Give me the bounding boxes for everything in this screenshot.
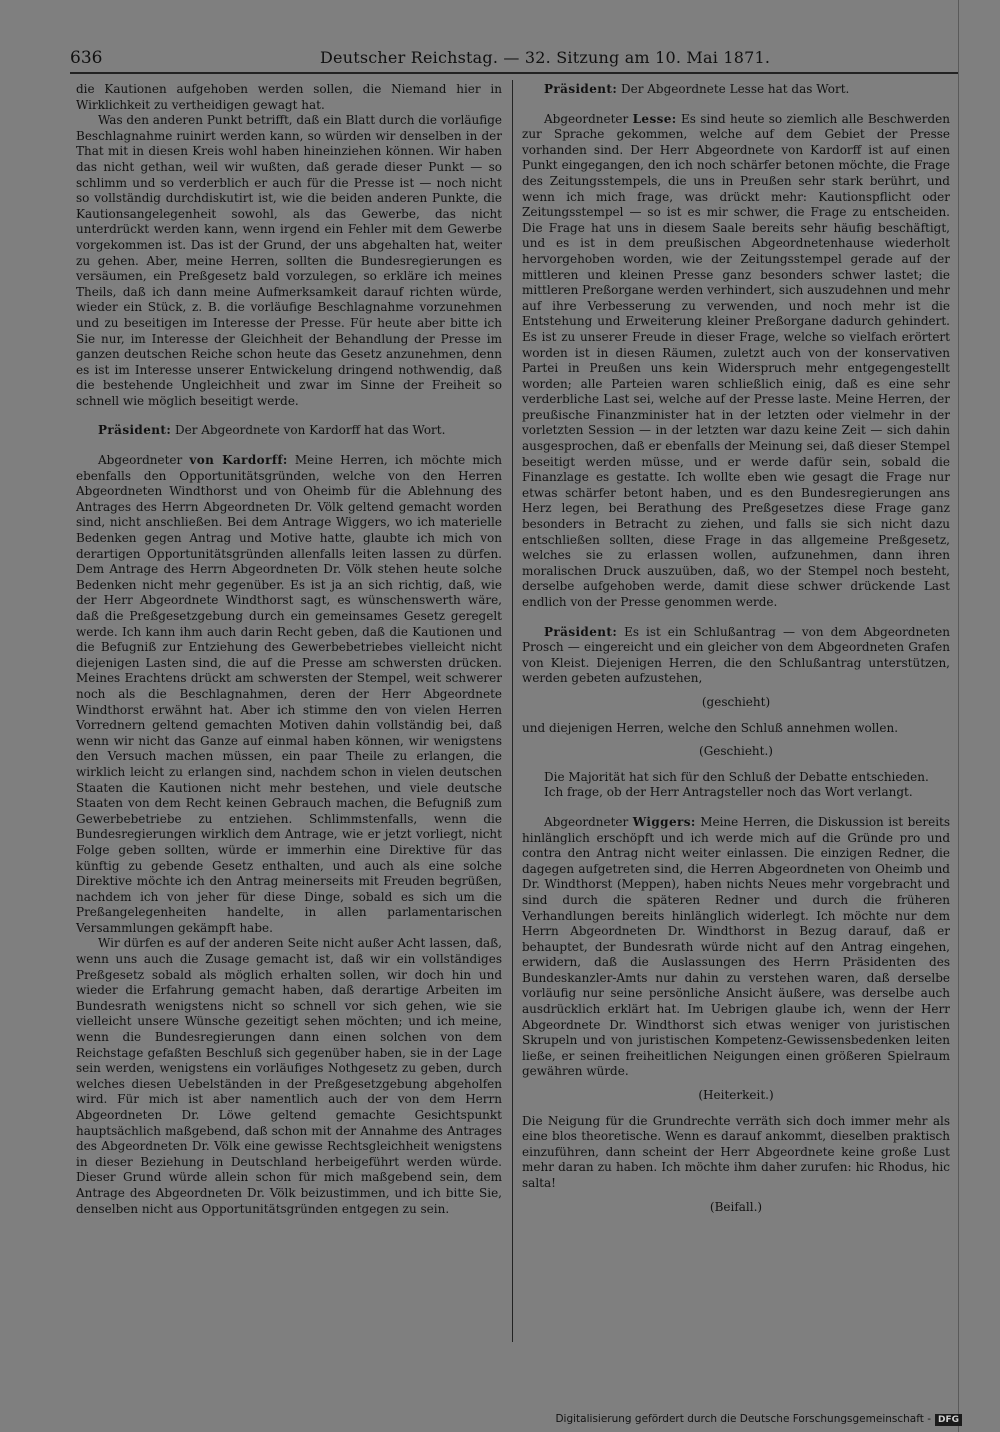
speech-text: Meine Herren, ich möchte mich ebenfalls den Opportunitätsgründen, welche von den Herren Abgeordneten Windthorst und von Oheimb für die Ablehnung des Antrages des Herrn Abgeordneten Dr. Völk geltend gemacht worden sind, nicht anschließen. Bei dem Antrage Wiggers, wo ich materielle Bedenken gegen Antrag und Motive hatte, glaubte ich mich von derartigen Opportunitätsgründen allenfalls leiten lassen zu dürfen. Dem Antrage des Herrn Abgeordneten Dr. Völk stehen heute solche Bedenken nicht mehr gegenüber. Es ist ja an sich richtig, daß, wie der Herr Abgeordnete Windthorst sagt, es wünschenswerth wäre, daß die Preßgesetzgebung durch ein gemeinsames Gesetz geregelt werde. Ich kann ihm auch darin Recht geben, daß die Kautionen und die Befugniß zur Entziehung des Gewerbebetriebes vielleicht nicht diejenigen Lasten sind, die auf die Presse am schwersten drücken. Meines Erachtens drückt am schwersten der Stempel, weit schwerer noch als die Beschlagnahmen, deren der Herr Abgeordnete Windthorst erwähnt hat. Aber ich stimme den von vielen Herren Vorrednern geltend gemachten Motiven dahin vollständig bei, daß wenn wir nicht das Ganze auf einmal haben können, wir wenigstens den Versuch machen müssen, ein paar Theile zu erlangen, die wirklich leicht zu erlangen sind, nachdem schon in vielen deutschen Staaten die Kautionen nicht mehr bestehen, und viele deutsche Staaten von dem Recht keinen Gebrauch machen, die Befugniß zum Gewerbebetriebe zu entziehen. Schlimmstenfalls, wenn die Bundesregierungen wirklich dem Antrage, wie er jetzt vorliegt, nicht Folge geben sollten, würde er immerhin eine Direktive für das künftig zu gebende Gesetz enthalten, und auch als eine solche Direktive möchte ich den Antrag meinerseits mit Freuden begrüßen, nachdem ich von jeher für diese Dinge, sobald es sich um die Preßangelegenheiten handelte, in allen parlamentarischen Versammlungen gekämpft habe. [76,453,503,935]
speech-paragraph [522,82,950,98]
paragraph: Die Majorität hat sich für den Schluß der Debatte entschieden. [544,769,929,784]
speaker-prefix: Abgeordneter [544,111,633,126]
speaker-name: Präsident: [98,423,172,438]
paragraph: Die Neigung für die Grundrechte verräth sich doch immer mehr als eine blos theoretische. Wenn es darauf ankommt, dieselben praktisch einzuführen, dann scheint der Herr Abgeordnete keine große Lust mehr daran zu haben. Ich möchte ihm daher zurufen: hic Rhodus, hic salta! [522,1113,950,1190]
speech-paragraph [522,625,950,687]
speaker-prefix: Abgeordneter [544,814,633,829]
speech-text: Der Abgeordnete Lesse hat das Wort. [617,82,850,96]
speech-paragraph [76,453,502,936]
stage-direction: (Beifall.) [709,1199,763,1214]
speaker-prefix: Abgeordneter [98,453,190,468]
digitization-credit [555,1413,962,1426]
page-edge [958,0,959,1432]
speech-paragraph [522,112,950,611]
page-number: 636 [70,48,103,68]
speaker-name: Präsident: [544,624,618,639]
stage-direction: (geschieht) [701,694,771,709]
speaker-name: Wiggers: [632,814,696,829]
speaker-name: Lesse: [632,111,677,126]
speech-text: Der Abgeordnete von Kardorff hat das Wort. [171,423,446,438]
speech-text: Es sind heute so ziemlich alle Beschwerden zur Sprache gekommen, welche auf dem Gebiet der Presse vorhanden sind. Der Herr Abgeordnete von Kardorff ist auf einen Punkt eingegangen, den ich noch schärfer betonen möchte, die Frage des Zeitungsstempels, die uns in Preußen sehr stark berührt, und wenn ich mich frage, was drückt mehr: Kautionspflicht oder Zeitungsstempel — so ist es mir schwer, die Frage zu entscheiden. Die Frage hat uns in diesem Saale bereits sehr häufig beschäftigt, und es ist in dem preußischen Abgeordnetenhause wiederholt hervorgehoben worden, wie der Zeitungsstempel gerade auf der mittleren und kleinen Presse ganz besonders schwer lastet; die mittleren Preßorgane werden verhindert, sich auszudehnen und mehr auf ihre Verbesserung zu verwenden, und noch mehr ist die Entstehung und Erweiterung kleiner Preßorgane dadurch gehindert. Es ist zu unserer Freude in dieser Frage, welche so vielfach erörtert worden ist in diesen Räumen, zuletzt auch von der konservativen Partei in Preußen uns kein Widerspruch mehr entgegengestellt worden; alle Parteien waren schließlich einig, daß es eine sehr verderbliche Last sei, welche auf der Presse laste. Meine Herren, der preußische Finanzminister hat in der letzten oder vielmehr in der vorletzten Session — in der letzten war dazu keine Zeit — sich dahin ausgesprochen, daß er ebenfalls der Meinung sei, daß dieser Stempel beseitigt werden müsse, und er werde dafür sein, sobald die Finanzlage es gestatte. Ich wollte eben wie gesagt die Frage nur etwas schärfer betont haben, und es den Bundesregierungen ans Herz legen, bei Berathung des Preßgesetzes diese Frage ganz besonders in Betracht zu ziehen, und falls sie sich nicht dazu entschließen sollten, diese Frage in das allgemeine Preßgesetz, welches sie zu erlassen wollen, aufzunehmen, dann ihren moralischen Druck auszuüben, daß, wo der Stempel noch besteht, derselbe aufgehoben werde, damit diese schwer drückende Last endlich von der Presse genommen werde. [522,111,951,609]
paragraph: Was den anderen Punkt betrifft, daß ein Blatt durch die vorläufige Beschlagnahme ruinirt werden kann, so würden wir denselben in der That mit in diesen Kreis wohl haben hineinziehen können. Wir haben das nicht gethan, weil wir wußten, daß gerade dieser Punkt — so schlimm und so verderblich er auch für die Presse ist — noch nicht so vollständig durchdiskutirt ist, wie die beiden anderen Punkte, die Kautionsangelegenheit sowohl, als das Gewerbe, das nicht unterdrückt werden kann, wenn irgend ein Fehler mit dem Gewerbe vorgekommen ist. Das ist der Grund, der uns abgehalten hat, weiter zu gehen. Aber, meine Herren, sollten die Bundesregierungen es versäumen, ein Preßgesetz bald vorzulegen, so erkläre ich meines Theils, daß ich dann meine Aufmerksamkeit darauf richten würde, wieder ein Stück, z. B. die vorläufige Beschlagnahme vorzunehmen und zu beseitigen im Interesse der Presse. Für heute aber bitte ich Sie nur, im Interesse der Gleichheit der Behandlung der Presse im ganzen deutschen Reiche schon heute das Gesetz anzunehmen, denn es ist im Interesse unserer Entwickelung dringend nothwendig, daß die bestehende Ungleichheit und zwar im Sinne der Freiheit so schnell wie möglich beseitigt werde. [76,113,502,408]
speech-text: Meine Herren, die Diskussion ist bereits hinlänglich erschöpft und ich werde mich auf die Gründe pro und contra den Antrag nicht weiter einlassen. Die einzigen Redner, die dagegen aufgetreten sind, die Herren Abgeordneten von Oheimb und Dr. Windthorst (Meppen), haben nichts Neues mehr vorgebracht und sind durch die späteren Redner und durch die früheren Verhandlungen bereits hinlänglich widerlegt. Ich möchte nur dem Herrn Abgeordneten Dr. Windthorst in Bezug darauf, daß er behauptet, der Bundesrath würde nicht auf den Antrag eingehen, erwidern, daß die Auslassungen des Herrn Präsidenten des Bundeskanzler-Amts nur dahin zu verstehen waren, daß derselbe vorläufig nur seine persönliche Ansicht äußere, was derselbe auch ausdrücklich erklärt hat. Im Uebrigen glaube ich, wenn der Herr Abgeordnete Dr. Windthorst sich etwas weniger von juristischen Skrupeln und von juristischen Kompetenz-Gewissensbedenken leiten ließe, er seinen freiheitlichen Neigungen einen größeren Spielraum gewähren würde. [522,814,951,1079]
paragraph: Wir dürfen es auf der anderen Seite nicht außer Acht lassen, daß, wenn uns auch die Zusage gemacht ist, daß wir ein vollständiges Preßgesetz sobald als möglich erhalten sollen, wir doch hin und wieder die Erfahrung gemacht haben, daß derartige Arbeiten im Bundesrath wenigstens nicht so schnell vor sich gehen, wie sie vielleicht unsere Wünsche gezeitigt sehen möchten; und ich meine, wenn die Bundesregierungen dann einen solchen von dem Reichstage gefaßten Beschluß sich gegenüber haben, sie in der Lage sein werden, wenigstens ein vorläufiges Nothgesetz zu geben, durch welches diesen Uebelständen in der Preßgesetzgebung abgeholfen wird. Für mich ist aber namentlich auch der von dem Herrn Abgeordneten Dr. Löwe geltend gemachte Gesichtspunkt hauptsächlich maßgebend, daß schon mit der Annahme des Antrages des Abgeordneten Dr. Völk eine gewisse Rechtsgleichheit wenigstens in dieser Beziehung in Deutschland herbeigeführt werden würde. Dieser Grund würde allein schon für mich maßgebend sein, dem Antrage des Abgeordneten Dr. Völk beizustimmen, und ich bitte Sie, denselben nicht aus Opportunitätsgründen entgegen zu sein. [76,936,502,1216]
speech-paragraph [76,423,502,439]
dfg-logo: DFG [935,1414,962,1426]
paragraph: Ich frage, ob der Herr Antragsteller noch das Wort verlangt. [544,785,913,800]
stage-direction: (Geschieht.) [699,744,773,759]
credit-text: Digitalisierung gefördert durch die Deutsche Forschungsgemeinschaft - [555,1413,931,1425]
paragraph: die Kautionen aufgehoben werden sollen, die Niemand hier in Wirklichkeit zu vertheidigen gewagt hat. [76,82,502,112]
speaker-name: Präsident: [544,82,618,96]
header-rule [70,72,958,74]
paragraph: und diejenigen Herren, welche den Schluß annehmen wollen. [522,720,899,735]
column-divider [512,80,513,1342]
speech-paragraph [522,815,950,1080]
page-header [70,44,958,68]
stage-direction: (Heiterkeit.) [698,1088,774,1103]
left-column [76,82,502,1217]
speaker-name: von Kardorff: [189,453,288,468]
right-column [522,82,950,1225]
running-title: Deutscher Reichstag. — 32. Sitzung am 10. Mai 1871. [320,48,771,67]
speech-text: Es ist ein Schlußantrag — von dem Abgeordneten Prosch — eingereicht und ein gleicher von dem Abgeordneten Grafen von Kleist. Diejenigen Herren, die den Schlußantrag unterstützen, werden gebeten aufzustehen, [522,624,950,686]
